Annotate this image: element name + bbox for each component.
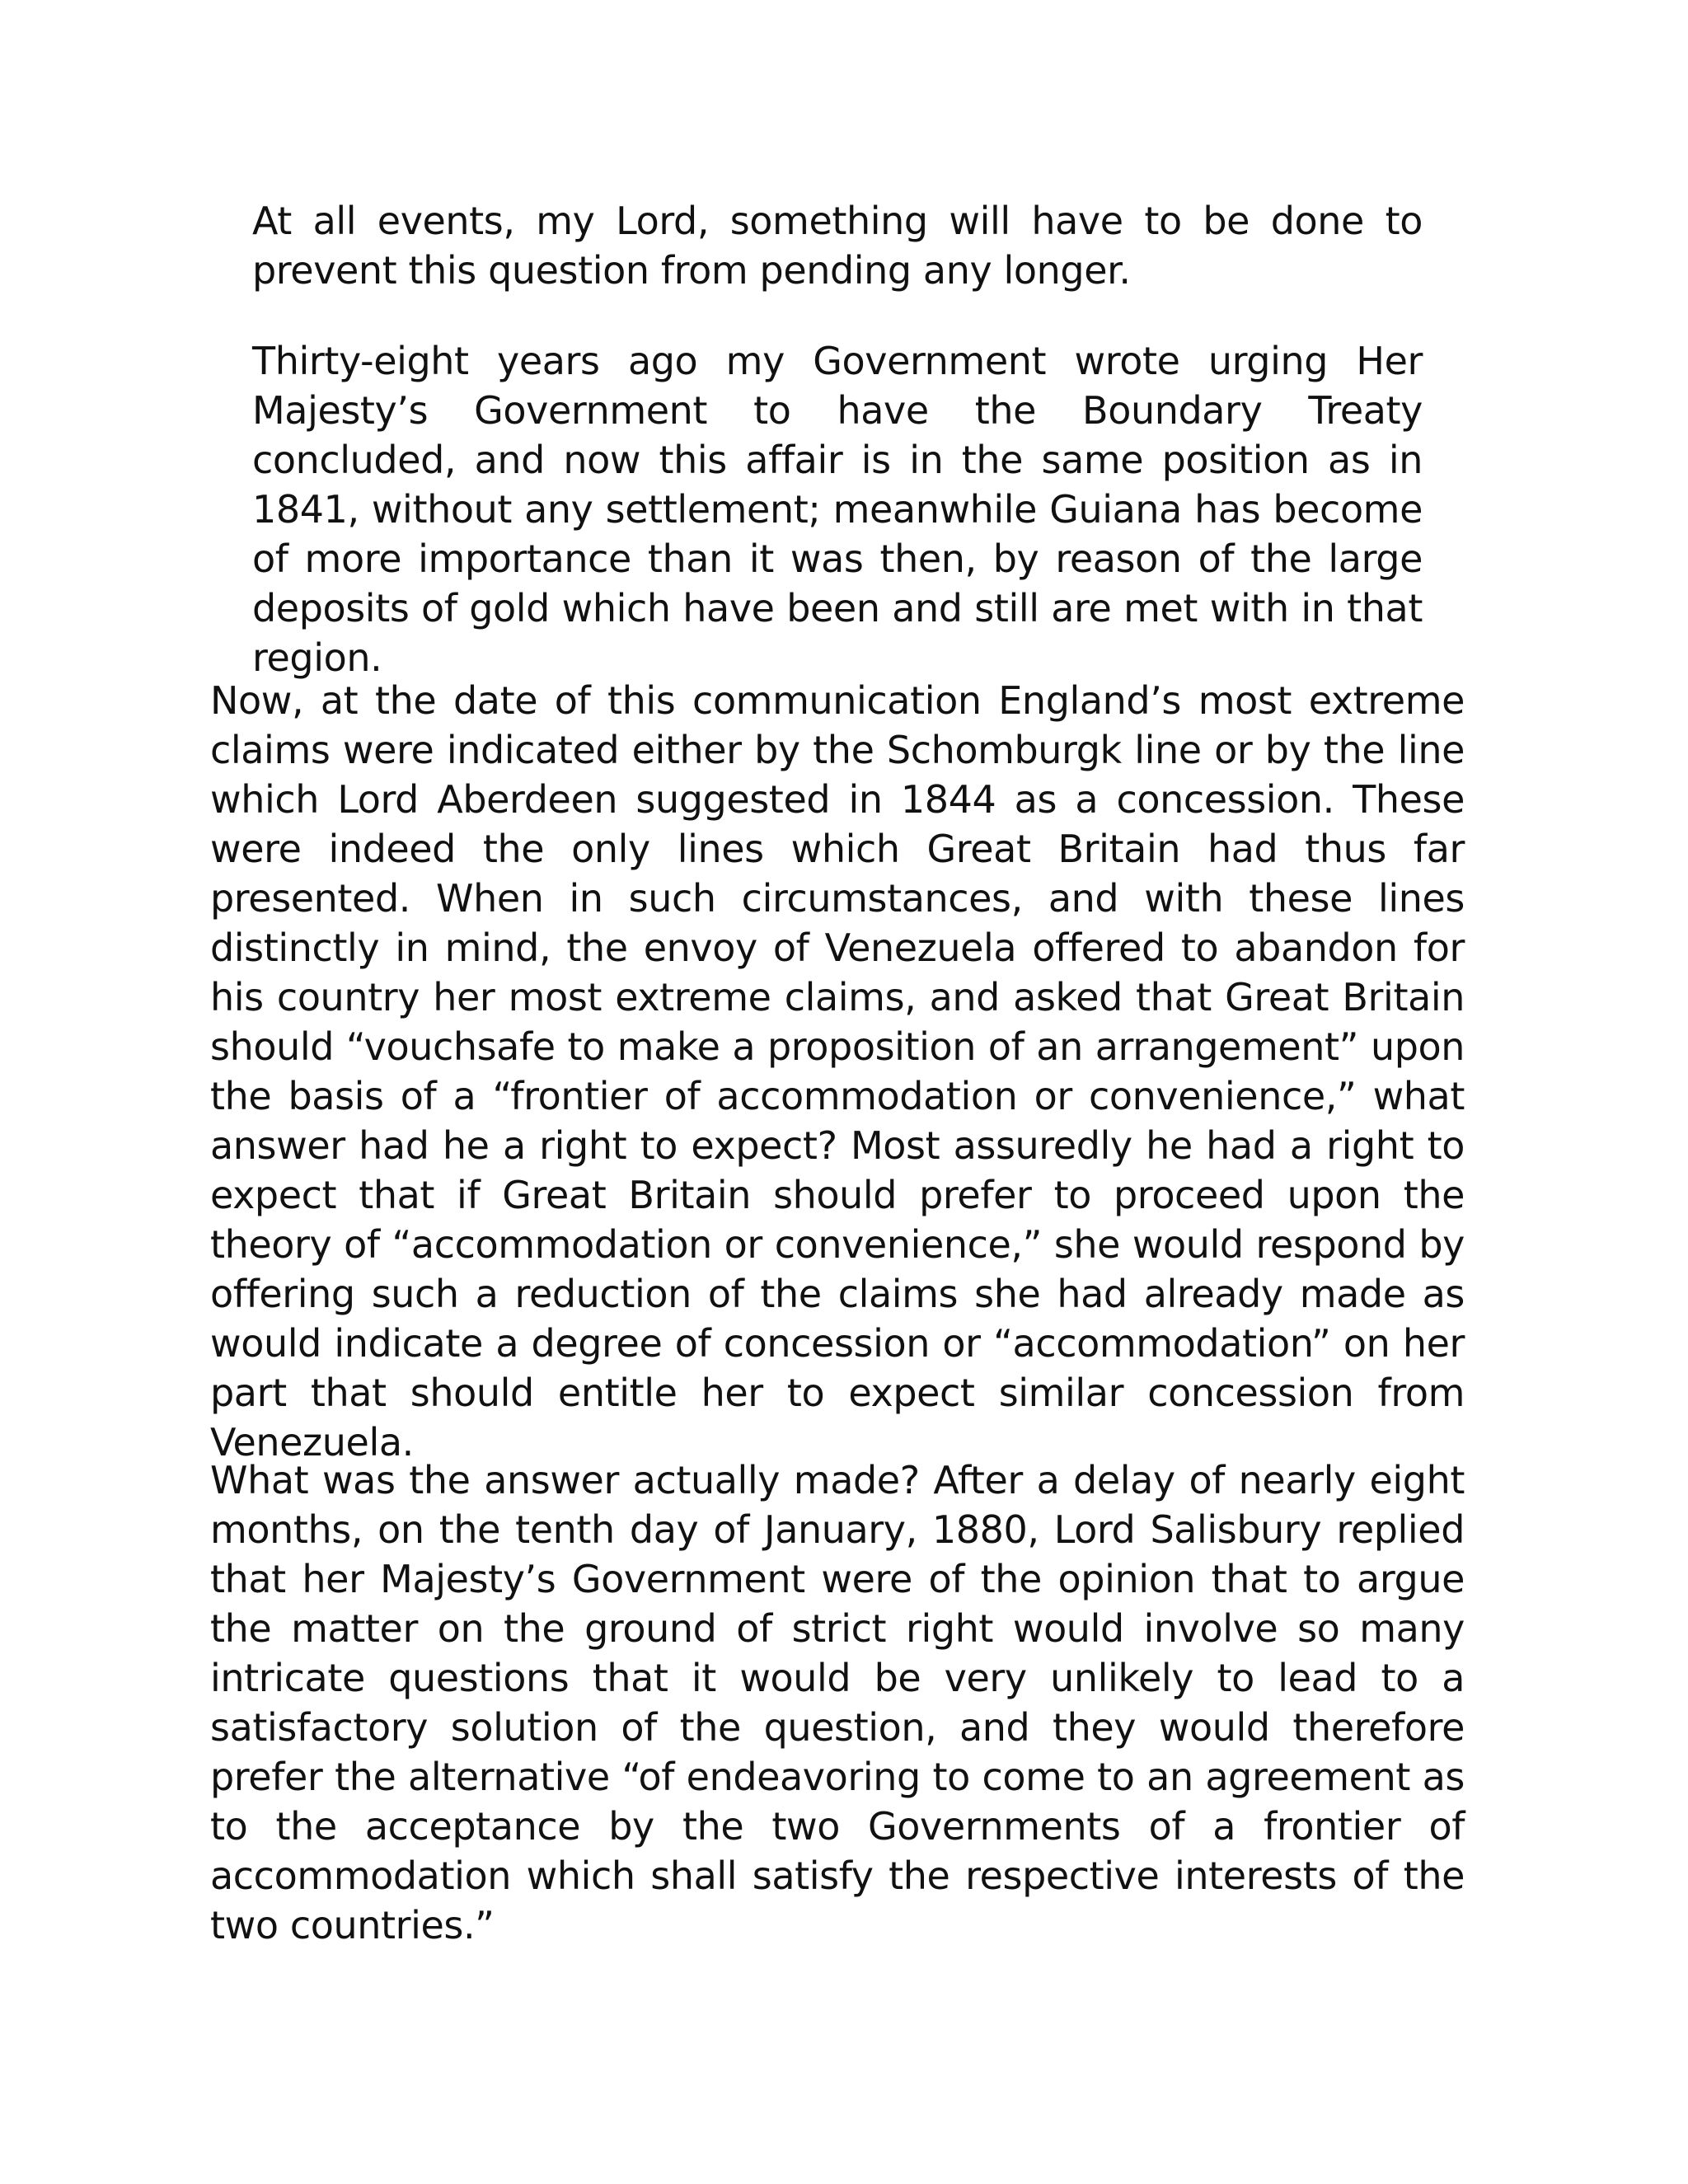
body-paragraph-block (210, 1455, 1465, 1950)
body-paragraph: Now, at the date of this communication England’s most extreme claims were indicated either by the Schomburgk line or by the line which Lord Aberdeen suggested in 1844 as a concession. These were indeed the only lines which Great Britain had thus far presented. When in such circumstances, and with these lines distinctly in mind, the envoy of Venezuela offered to abandon for his country her most extreme claims, and asked that Great Britain should “vouchsafe to make a proposition of an arrangement” upon the basis of a “frontier of accommodation or convenience,” what answer had he a right to expect? Most assuredly he had a right to expect that if Great Britain should prefer to proceed upon the theory of “accommodation or convenience,” she would respond by offering such a reduction of the claims she had already made as would indicate a degree of concession or “accommodation” on her part that should entitle her to expect similar concession from Venezuela. (210, 678, 1465, 1465)
quote-paragraph: At all events, my Lord, something will have to be done to prevent this question from pending any longer. (252, 199, 1423, 293)
block-quote (252, 196, 1423, 682)
quote-paragraph: Thirty-eight years ago my Government wrote urging Her Majesty’s Government to have the Boundary Treaty concluded, and now this affair is in the same position as in 1841, without any settlement; meanwhile Guiana has become of more importance than it was then, by reason of the large deposits of gold which have been and still are met with in that region. (252, 339, 1423, 680)
body-paragraph-block (210, 676, 1465, 1467)
body-paragraph: What was the answer actually made? After a delay of nearly eight months, on the tenth day of January, 1880, Lord Salisbury replied that her Majesty’s Government were of the opinion that to argue the matter on the ground of strict right would involve so many intricate questions that it would be very unlikely to lead to a satisfactory solution of the question, and they would therefore prefer the alternative “of endeavoring to come to an agreement as to the acceptance by the two Governments of a frontier of accommodation which shall satisfy the respective interests of the two countries.” (210, 1458, 1465, 1947)
